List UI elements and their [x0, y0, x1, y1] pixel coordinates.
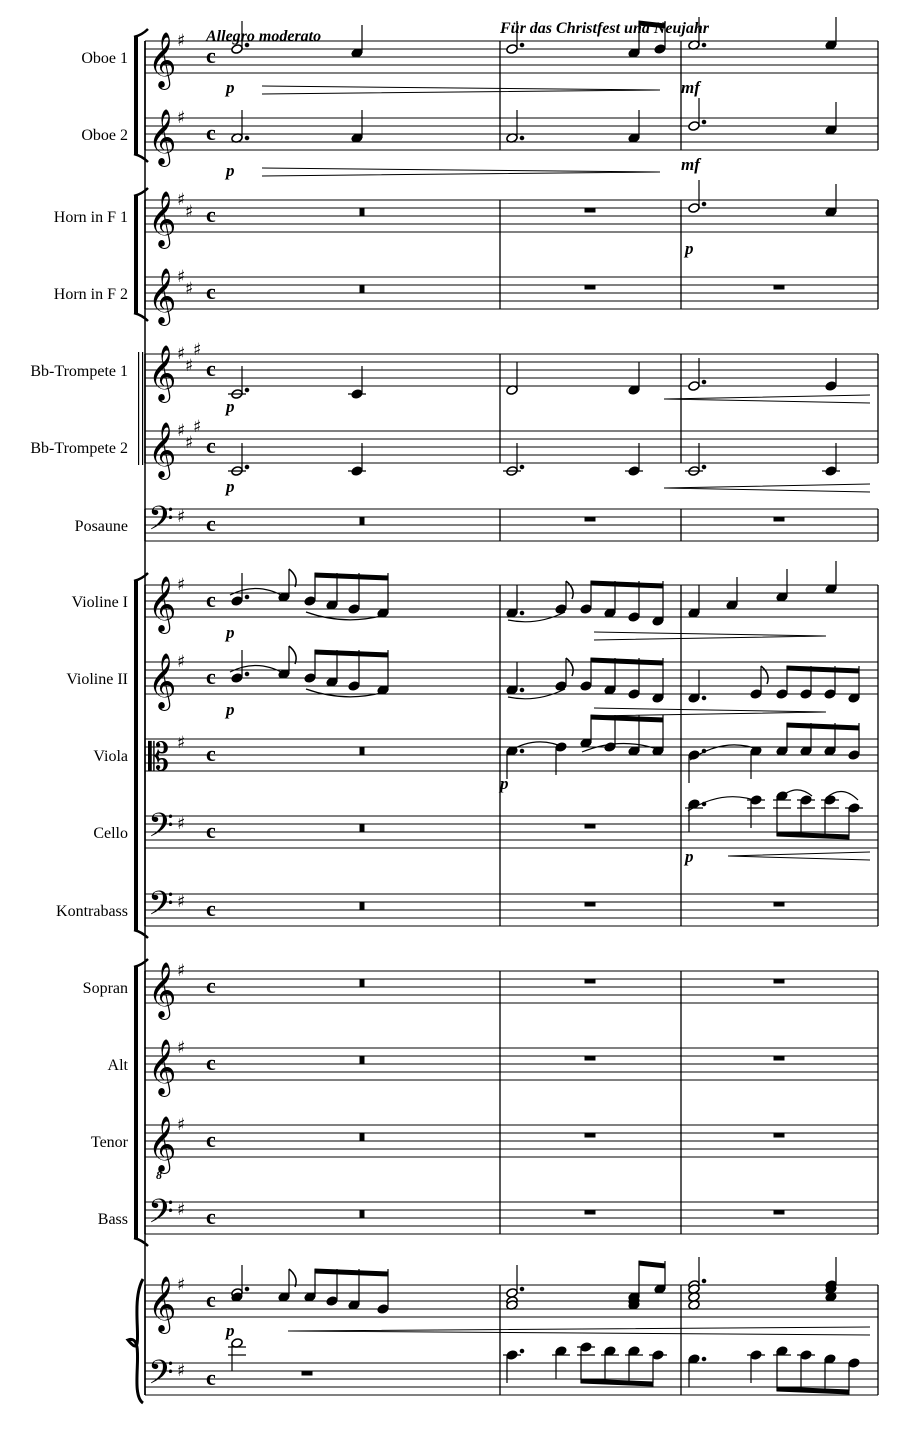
sharp-icon: ♯	[177, 652, 186, 672]
notehead	[231, 596, 243, 607]
flag	[761, 666, 768, 684]
whole-rest	[774, 1133, 784, 1137]
treble-clef-icon: 𝄞	[148, 576, 177, 632]
sharp-icon: ♯	[177, 1275, 186, 1295]
dot	[702, 1279, 706, 1283]
whole-rest	[774, 517, 784, 521]
notehead	[604, 742, 616, 753]
alto-clef-icon: 𝄡	[148, 735, 170, 779]
notehead	[848, 1358, 860, 1369]
instrument-label: Tenor	[90, 1134, 128, 1151]
bar-rest	[360, 979, 364, 987]
notehead	[555, 742, 567, 753]
time-signature: c	[206, 120, 216, 145]
notehead	[628, 612, 640, 623]
instrument-label: Bb-Trompete 2	[30, 440, 128, 457]
dynamic-mark: p	[685, 239, 694, 258]
dot	[702, 202, 706, 206]
sharp-icon: ♯	[177, 892, 186, 912]
dynamic-mark: p	[226, 477, 235, 496]
time-signature: c	[206, 1365, 216, 1390]
sharp-icon: ♯	[177, 1361, 186, 1381]
sharp-icon: ♯	[193, 340, 202, 360]
whole-rest	[585, 824, 595, 828]
dynamic-mark: p	[226, 161, 235, 180]
beam	[777, 1387, 849, 1394]
sharp-icon: ♯	[177, 190, 186, 210]
sharp-icon: ♯	[177, 1115, 186, 1135]
instrument-labels	[30, 50, 128, 1228]
notehead	[555, 681, 567, 692]
bar-rest	[360, 285, 364, 293]
bass-clef-icon: 𝄢	[148, 885, 174, 931]
whole-rest	[585, 285, 595, 289]
notehead	[628, 689, 640, 700]
time-signature: c	[206, 818, 216, 843]
piano-brace	[128, 1279, 143, 1403]
dynamic-mark: p	[226, 1321, 235, 1340]
time-signature: c	[206, 1127, 216, 1152]
sharp-icon: ♯	[185, 202, 194, 222]
time-signature: c	[206, 664, 216, 689]
dot	[520, 465, 524, 469]
bracket-hook	[134, 188, 148, 196]
bass-clef-icon: 𝄢	[148, 1354, 174, 1400]
notehead	[231, 673, 243, 684]
notehead	[750, 689, 762, 700]
notehead	[688, 203, 700, 214]
treble-clef-icon: 𝄞	[148, 422, 177, 478]
dot	[520, 611, 524, 615]
notehead	[824, 689, 836, 700]
treble-clef-icon: 𝄞	[148, 1116, 177, 1172]
time-signature: c	[206, 356, 216, 381]
beam	[777, 832, 849, 839]
beam	[591, 658, 663, 665]
dot	[702, 120, 706, 124]
time-signature: c	[206, 587, 216, 612]
dynamic-mark: p	[226, 78, 235, 97]
bass-clef-icon: 𝄢	[148, 500, 174, 546]
sharp-icon: ♯	[193, 417, 202, 437]
whole-rest	[774, 1210, 784, 1214]
whole-rest	[585, 1133, 595, 1137]
beam	[315, 1269, 388, 1276]
dot	[520, 749, 524, 753]
notehead	[580, 681, 592, 692]
bar-rest	[360, 747, 364, 755]
whole-rest	[302, 1371, 312, 1375]
notehead	[654, 44, 666, 55]
instrument-label: Oboe 1	[81, 50, 128, 67]
sharp-icon: ♯	[177, 961, 186, 981]
whole-rest	[585, 902, 595, 906]
dot	[520, 688, 524, 692]
sharp-icon: ♯	[177, 814, 186, 834]
instrument-label: Viola	[93, 748, 128, 765]
barlines	[145, 41, 878, 1395]
notehead	[377, 1304, 389, 1315]
time-signature: c	[206, 741, 216, 766]
dot	[702, 380, 706, 384]
flag	[566, 658, 573, 676]
flag	[289, 646, 296, 664]
treble-clef-icon: 𝄞	[148, 32, 177, 88]
dot	[245, 1287, 249, 1291]
bracket-hook	[134, 154, 148, 162]
dot	[520, 136, 524, 140]
dot	[520, 1287, 524, 1291]
bar-rest	[360, 517, 364, 525]
sharp-icon: ♯	[177, 108, 186, 128]
instrument-label: Cello	[93, 825, 128, 842]
bracket-hook	[134, 930, 148, 938]
flag	[289, 1269, 296, 1287]
instrument-label: Violine II	[66, 671, 128, 688]
dot	[245, 136, 249, 140]
bar-rest	[360, 1133, 364, 1141]
notehead	[848, 750, 860, 761]
time-signature: c	[206, 279, 216, 304]
notehead	[506, 44, 518, 55]
bass-clef-icon: 𝄢	[148, 807, 174, 853]
time-signature: c	[206, 896, 216, 921]
beam	[639, 1261, 665, 1268]
bar-rest	[360, 824, 364, 832]
crescendo	[664, 484, 870, 492]
notehead	[555, 604, 567, 615]
dynamic-mark: p	[226, 397, 235, 416]
subtitle: Für das Christfest und Neujahr	[500, 20, 709, 37]
sharp-icon: ♯	[185, 279, 194, 299]
treble-clef-icon: 𝄞	[148, 268, 177, 324]
dot	[702, 43, 706, 47]
dot	[702, 1357, 706, 1361]
instrument-label: Violine I	[71, 594, 128, 611]
whole-rest	[585, 979, 595, 983]
decrescendo	[594, 708, 826, 716]
instrument-label: Bass	[97, 1211, 128, 1228]
dynamic-mark: mf	[681, 78, 700, 97]
notehead	[688, 121, 700, 132]
bracket	[134, 196, 138, 313]
beam	[787, 666, 859, 673]
sharp-icon: ♯	[177, 507, 186, 527]
decrescendo	[262, 86, 660, 94]
clefs	[148, 31, 216, 1400]
notehead	[304, 673, 316, 684]
treble-clef-icon: 𝄞	[148, 653, 177, 709]
bar-rest	[360, 1210, 364, 1218]
instrument-label: Bb-Trompete 1	[30, 363, 128, 380]
time-signature: c	[206, 973, 216, 998]
notehead	[304, 596, 316, 607]
whole-rest	[774, 285, 784, 289]
dot	[245, 672, 249, 676]
dot	[702, 465, 706, 469]
bracket-hook	[134, 1238, 148, 1246]
sharp-icon: ♯	[177, 421, 186, 441]
treble-clef-icon: 𝄞	[148, 962, 177, 1018]
bar-rest	[360, 902, 364, 910]
time-signature: c	[206, 1050, 216, 1075]
crescendo	[288, 1327, 870, 1335]
dot	[520, 1349, 524, 1353]
time-signature: c	[206, 433, 216, 458]
whole-rest	[774, 1056, 784, 1060]
crescendo	[664, 395, 870, 403]
bass-clef-icon: 𝄢	[148, 1193, 174, 1239]
notehead	[326, 1296, 338, 1307]
instrument-label: Horn in F 2	[53, 286, 128, 303]
sharp-icon: ♯	[177, 1038, 186, 1058]
sharp-icon: ♯	[177, 31, 186, 51]
bracket-thin	[142, 352, 143, 465]
bracket-hook	[134, 959, 148, 967]
instrument-label: Sopran	[82, 980, 128, 997]
treble-clef-icon: 𝄞	[148, 109, 177, 165]
notehead	[580, 604, 592, 615]
time-signature: c	[206, 1287, 216, 1312]
beam	[315, 573, 388, 580]
decrescendo	[594, 632, 826, 640]
dynamic-mark: p	[500, 774, 509, 793]
beam	[591, 715, 663, 722]
bracket	[134, 581, 138, 930]
treble-clef-icon: 𝄞	[148, 1276, 177, 1332]
time-signature: c	[206, 511, 216, 536]
bracket-thin	[138, 352, 139, 465]
dot	[245, 388, 249, 392]
bracket-hook	[134, 29, 148, 37]
notehead	[231, 44, 243, 55]
sharp-icon: ♯	[177, 575, 186, 595]
instrument-label: Posaune	[74, 518, 128, 535]
flag	[289, 569, 296, 587]
dynamic-mark: p	[226, 623, 235, 642]
instrument-label: Alt	[107, 1057, 128, 1074]
time-signature: c	[206, 202, 216, 227]
bracket	[134, 37, 138, 154]
notehead	[348, 681, 360, 692]
clef-octave-mark: 8	[156, 1168, 162, 1182]
whole-rest	[585, 1210, 595, 1214]
whole-rest	[585, 208, 595, 212]
beam	[581, 1379, 653, 1386]
bracket-hook	[134, 573, 148, 581]
whole-rest	[585, 517, 595, 521]
dynamic-mark: p	[226, 700, 235, 719]
treble-clef-icon: 𝄞	[148, 1039, 177, 1095]
dot	[702, 696, 706, 700]
sharp-icon: ♯	[185, 356, 194, 376]
crescendo	[728, 852, 870, 860]
bar-rest	[360, 1056, 364, 1064]
instrument-label: Oboe 2	[81, 127, 128, 144]
dynamic-mark: p	[685, 847, 694, 866]
decrescendo	[262, 168, 660, 176]
notehead	[688, 381, 700, 392]
whole-rest	[774, 979, 784, 983]
flag	[566, 581, 573, 599]
treble-clef-icon: 𝄞	[148, 345, 177, 401]
bracket	[134, 967, 138, 1238]
beam	[315, 650, 388, 657]
sharp-icon: ♯	[177, 733, 186, 753]
dynamic-mark: mf	[681, 155, 700, 174]
instrument-label: Horn in F 1	[53, 209, 128, 226]
whole-rest	[585, 1056, 595, 1060]
slur	[306, 612, 385, 620]
sharp-icon: ♯	[185, 433, 194, 453]
staff-lines	[145, 41, 878, 1395]
dot	[245, 595, 249, 599]
slur	[306, 689, 385, 697]
time-signature: c	[206, 1204, 216, 1229]
instrument-label: Kontrabass	[56, 903, 128, 920]
notehead	[800, 689, 812, 700]
notehead	[825, 381, 837, 392]
notehead	[348, 604, 360, 615]
beam	[591, 581, 663, 588]
sharp-icon: ♯	[177, 1200, 186, 1220]
dot	[245, 465, 249, 469]
whole-rest	[774, 902, 784, 906]
slur	[582, 743, 660, 752]
time-signature: c	[206, 43, 216, 68]
tempo-marking: Allegro moderato	[206, 28, 322, 45]
beam	[787, 723, 859, 730]
sharp-icon: ♯	[177, 267, 186, 287]
sharp-icon: ♯	[177, 344, 186, 364]
bar-rest	[360, 208, 364, 216]
notehead	[776, 689, 788, 700]
treble-clef-icon: 𝄞	[148, 191, 177, 247]
bracket-hook	[134, 313, 148, 321]
dot	[520, 43, 524, 47]
